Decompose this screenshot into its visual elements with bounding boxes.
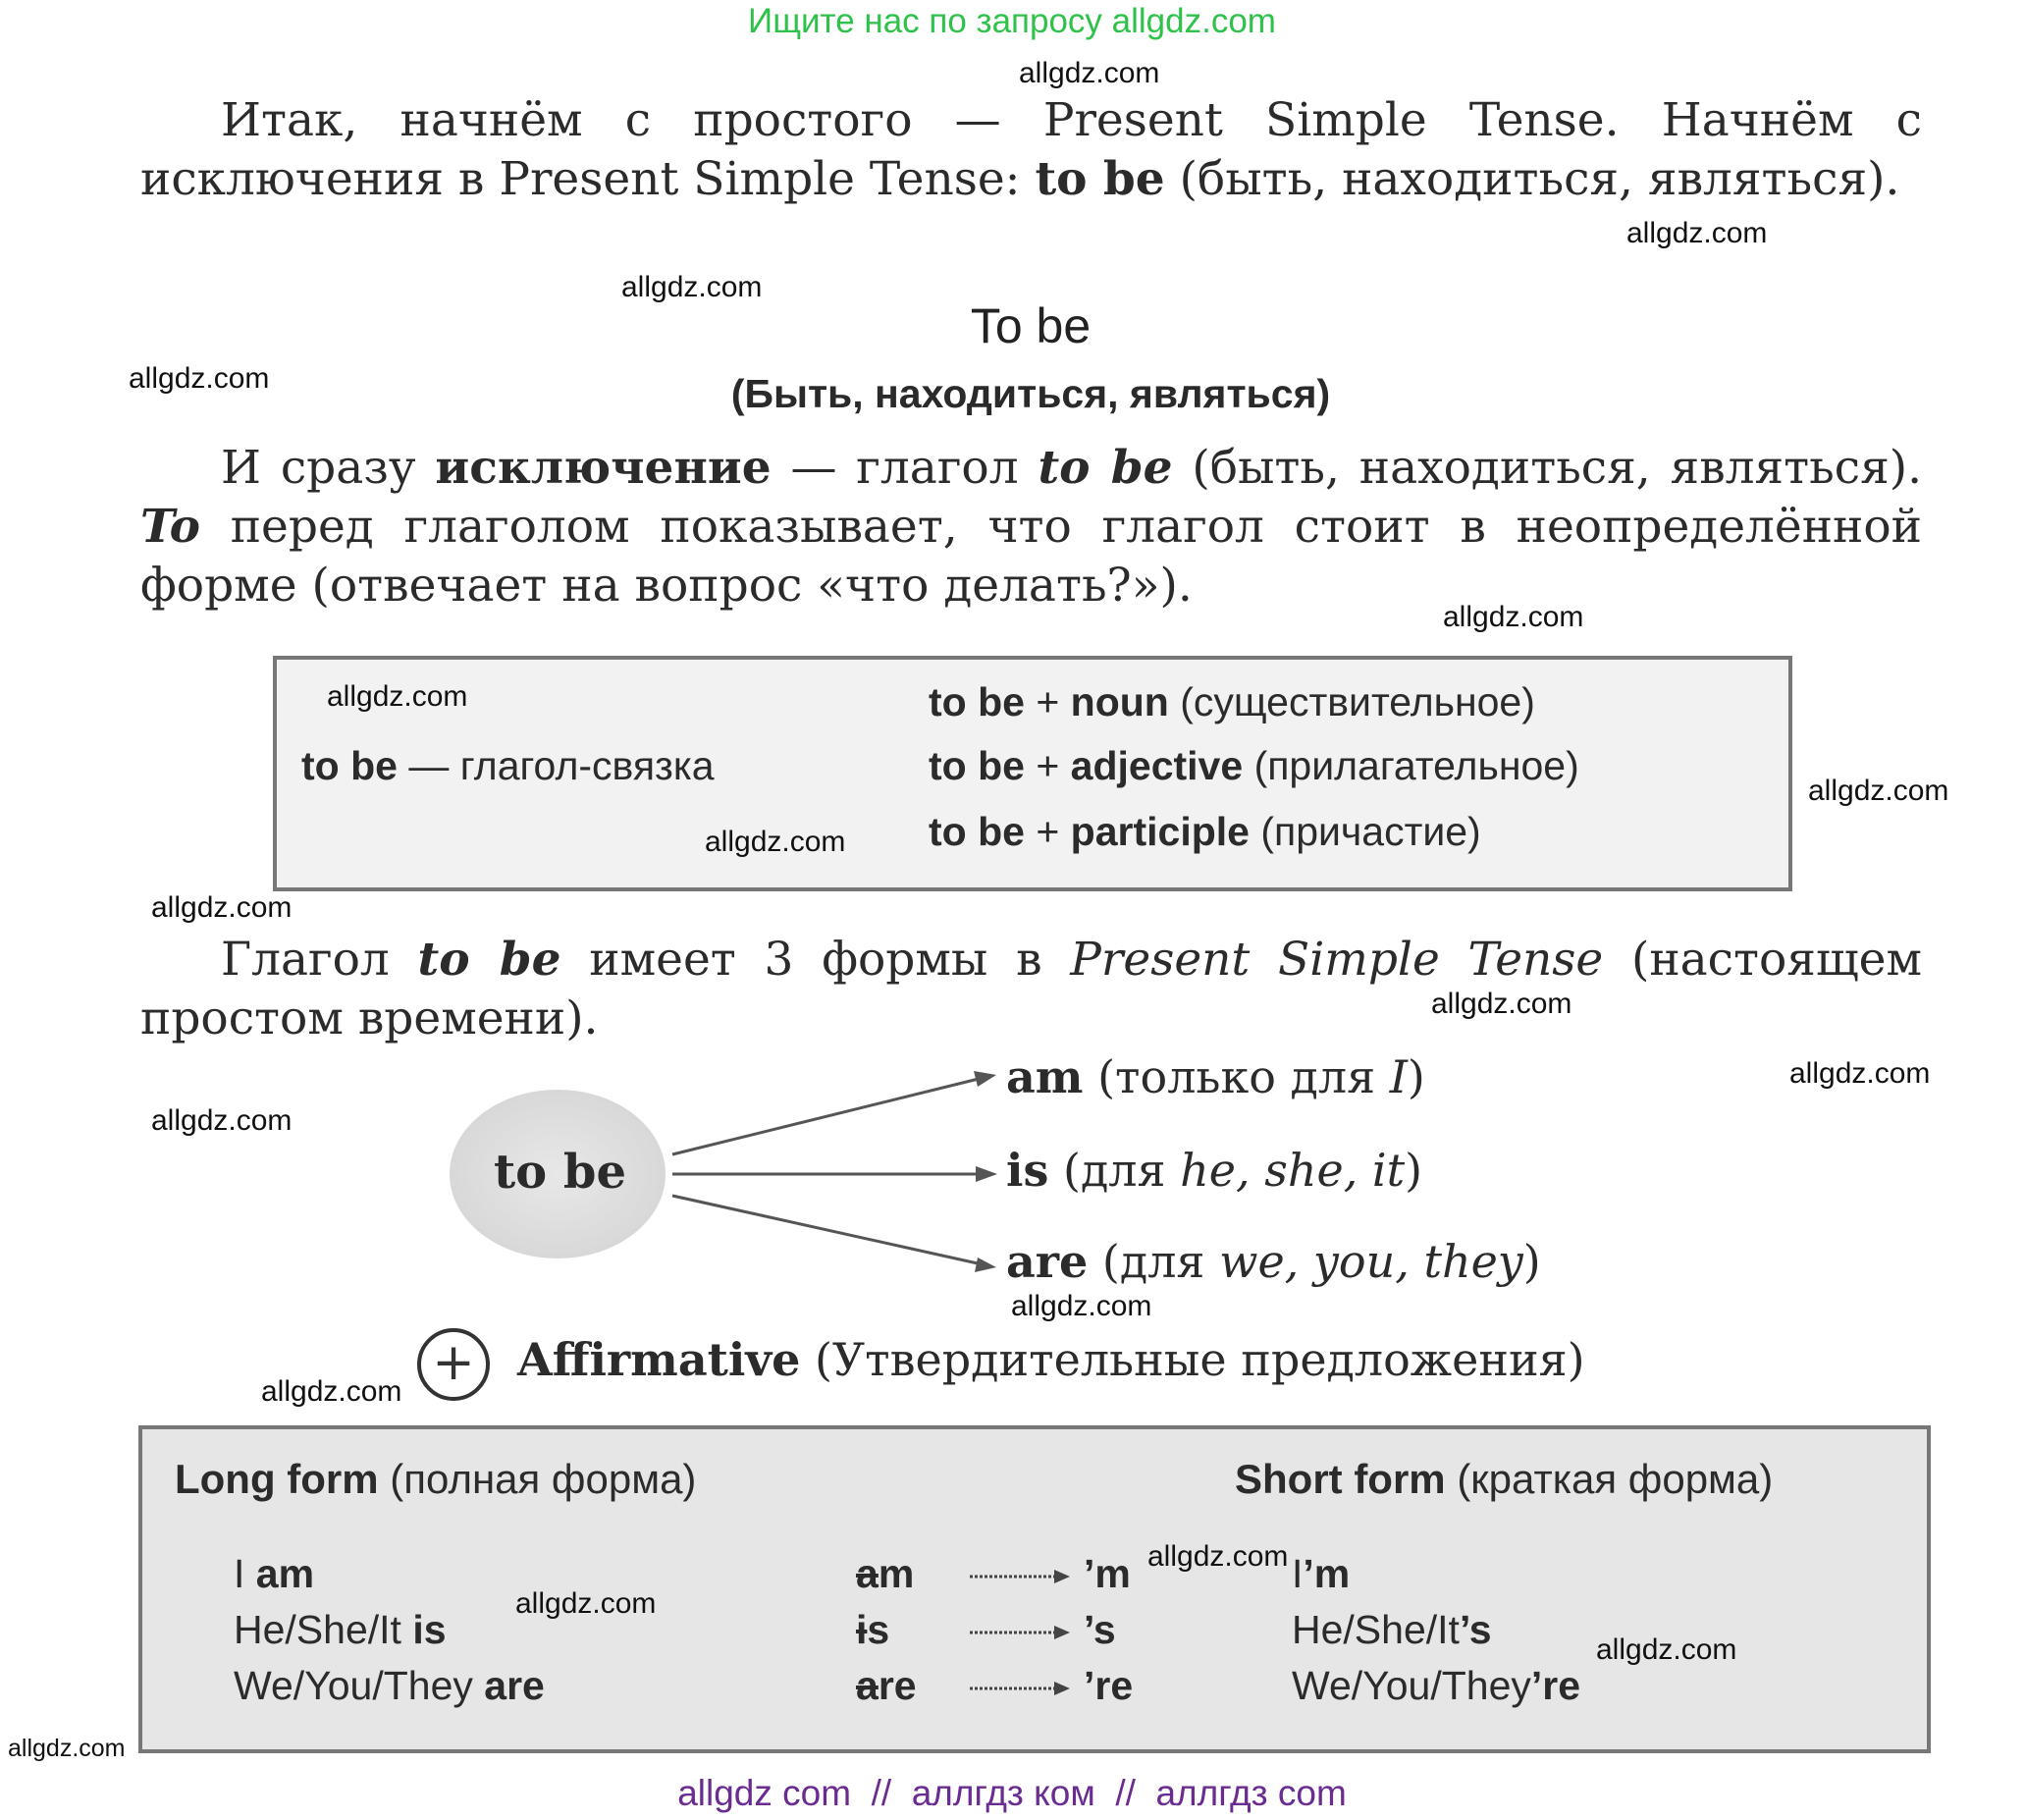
row-adj-to-be: to be [929,743,1025,788]
watermark: allgdz.com [1596,1633,1737,1666]
watermark: allgdz.com [1789,1057,1931,1090]
form-is-note: (для [1048,1144,1181,1197]
watermark: allgdz.com [621,271,763,303]
contraction-row-he-result: ’s [1084,1607,1116,1652]
contraction-row-i-result: ’m [1084,1551,1131,1596]
linking-rest: — глагол-связка [397,743,715,788]
row-noun-note: (существительное) [1168,679,1535,724]
short-row-i-subject: I [1292,1551,1304,1596]
form-am-note: (только для [1083,1050,1390,1103]
watermark: allgdz.com [261,1375,402,1408]
contraction-row-he-dropped: i [856,1607,868,1652]
long-row-i-verb: am [255,1551,315,1596]
long-form-title: Long form [175,1456,379,1502]
intro-text-c: (быть, находиться, являться). [1164,152,1900,206]
exception-to: To [140,500,200,554]
form-is-pronoun: he, she, it [1180,1144,1406,1197]
row-part-to-be: to be [929,809,1025,854]
row-part-plus: + [1024,809,1071,854]
contraction-row-we-rest: re [878,1663,917,1708]
watermark: allgdz.com [1443,601,1584,633]
watermark: allgdz.com [129,362,270,395]
row-part-note: (причастие) [1249,809,1481,854]
short-row-we-verb: ’re [1530,1663,1581,1708]
exception-bold-word: исключение [435,441,772,495]
watermark: allgdz.com [1019,57,1160,89]
forms-text-a: Глагол [221,933,418,987]
watermark: allgdz.com [1808,775,1949,807]
plus-symbol: + [432,1333,475,1392]
exception-to-be: to be [1038,441,1173,495]
row-adj-note: (прилагательное) [1243,743,1579,788]
section-title: To be [970,298,1092,353]
row-noun-to-be: to be [929,679,1025,724]
contraction-row-he-rest: s [867,1607,890,1652]
affirmative-word: Affirmative [517,1333,801,1386]
watermark: allgdz.com [8,1735,126,1762]
watermark: allgdz.com [705,826,846,858]
form-are-note: (для [1088,1235,1220,1288]
exception-text-c: — глагол [771,441,1039,495]
form-are-pronoun: we, you, they [1219,1235,1523,1288]
long-form-note: (полная форма) [378,1456,697,1502]
form-am-pronoun: I [1389,1050,1408,1103]
forms-text-e: (настоящем простом времени). [140,933,1923,1045]
short-form-title: Short form [1235,1456,1446,1502]
watermark: allgdz.com [151,1104,293,1137]
watermark: allgdz.com [1626,217,1768,249]
contraction-arrow-1-head [1054,1570,1070,1583]
linking-to-be: to be [301,743,398,788]
contraction-row-i-dropped: a [856,1551,879,1596]
short-row-i-verb: ’m [1303,1551,1351,1596]
watermark: allgdz.com [1147,1540,1289,1573]
form-is-close: ) [1405,1144,1423,1197]
intro-to-be: to be [1035,152,1165,206]
exception-text-g: перед глаголом показывает, что глагол стоит в неопределённой форме (отвечает на вопрос «что делать?»). [140,500,1922,613]
short-row-he-verb: ’s [1459,1607,1492,1652]
footer-ad: allgdz com // аллгдз ком // аллгдз com [677,1773,1347,1813]
form-are-verb: are [1006,1235,1089,1288]
exception-text-a: И сразу [221,441,436,495]
form-am-verb: am [1006,1050,1084,1103]
row-noun-plus: + [1024,679,1071,724]
exception-text-e: (быть, находиться, являться). [1172,441,1923,495]
row-part-word: participle [1070,809,1250,854]
watermark: allgdz.com [515,1587,657,1620]
forms-text-c: имеет 3 формы в [560,933,1071,987]
contraction-row-i-rest: m [878,1551,915,1596]
contraction-arrow-2-head [1054,1626,1070,1639]
affirmative-note: (Утвердительные предложения) [800,1333,1585,1386]
long-row-we-subject: We/You/They [234,1663,485,1708]
short-form-note: (краткая форма) [1445,1456,1774,1502]
intro-text-a: Итак, начнём с простого — Present Simple Tense. Начнём с исключения в Present Simple Tense: [140,93,1922,206]
header-ad: Ищите нас по запросу allgdz.com [748,2,1276,40]
watermark: allgdz.com [1431,988,1572,1020]
short-row-he-subject: He/She/It [1292,1607,1460,1652]
watermark: allgdz.com [1011,1290,1152,1322]
form-are-close: ) [1522,1235,1541,1288]
long-row-he-subject: He/She/It [234,1607,413,1652]
row-adj-word: adjective [1070,743,1244,788]
short-row-we-subject: We/You/They [1292,1663,1531,1708]
form-is-verb: is [1006,1144,1049,1197]
long-row-he-verb: is [412,1607,447,1652]
long-row-i-subject: I [234,1551,256,1596]
row-adj-plus: + [1024,743,1071,788]
form-am-close: ) [1407,1050,1425,1103]
watermark: allgdz.com [151,891,293,924]
contraction-row-we-dropped: a [856,1663,879,1708]
long-row-we-verb: are [484,1663,545,1708]
watermark: allgdz.com [327,680,468,713]
contraction-arrow-3-head [1054,1682,1070,1695]
row-noun-word: noun [1070,679,1169,724]
section-subtitle: (Быть, находиться, являться) [730,371,1331,416]
forms-to-be: to be [417,933,561,987]
forms-center-label: to be [494,1145,626,1200]
contraction-row-we-result: ’re [1084,1663,1134,1708]
forms-tense-name: Present Simple Tense [1070,933,1604,987]
